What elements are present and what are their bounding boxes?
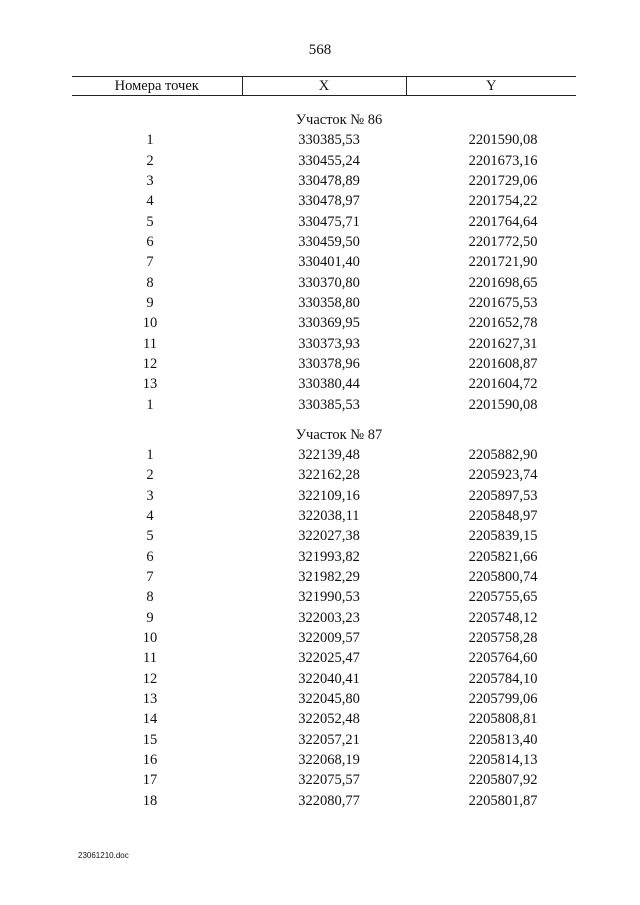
- x-coordinate-cell: 330378,96: [298, 355, 360, 372]
- x-coordinate-cell: 330369,95: [298, 315, 360, 332]
- point-number-cell: 11: [143, 650, 157, 667]
- x-coordinate-cell: 322057,21: [298, 731, 360, 748]
- header-x: X: [242, 77, 406, 96]
- x-coordinate-cell: 330370,80: [298, 274, 360, 291]
- y-coordinate-cell: 2205801,87: [468, 792, 538, 809]
- x-coordinate-cell: 322038,11: [298, 508, 360, 525]
- point-number-cell: 7: [146, 569, 154, 586]
- table-row: [72, 628, 576, 648]
- point-number-cell: 1: [146, 446, 154, 463]
- y-coordinate-cell: 2205813,40: [468, 731, 538, 748]
- table-row: [72, 567, 576, 587]
- table-row: [72, 252, 576, 272]
- y-coordinate-cell: 2201764,64: [468, 213, 538, 230]
- y-coordinate-cell: 2205758,28: [468, 630, 538, 647]
- point-number-cell: 17: [142, 772, 158, 789]
- table-row: [72, 272, 576, 292]
- x-coordinate-cell: 330478,89: [298, 172, 360, 189]
- point-number-cell: 4: [146, 508, 154, 525]
- point-number-cell: 7: [146, 254, 154, 271]
- point-number-cell: 8: [146, 274, 154, 291]
- y-coordinate-cell: 2205882,90: [468, 446, 538, 463]
- y-coordinate-cell: 2201754,22: [468, 193, 538, 210]
- y-coordinate-cell: 2201721,90: [468, 254, 538, 271]
- point-number-cell: 8: [146, 589, 154, 606]
- point-number-cell: 16: [142, 752, 158, 769]
- point-number-cell: 11: [143, 335, 157, 352]
- point-number-cell: 13: [142, 376, 158, 393]
- y-coordinate-cell: 2205755,65: [468, 589, 538, 606]
- y-coordinate-cell: 2201627,31: [468, 335, 538, 352]
- table-row: [72, 354, 576, 374]
- table-body: [72, 96, 576, 812]
- table-row: [72, 669, 576, 689]
- table-row: [72, 770, 576, 790]
- y-coordinate-cell: 2201772,50: [468, 233, 538, 250]
- y-coordinate-cell: 2201604,72: [468, 376, 538, 393]
- x-coordinate-cell: 330401,40: [298, 254, 360, 271]
- x-coordinate-cell: 322045,80: [298, 691, 360, 708]
- x-coordinate-cell: 322003,23: [298, 609, 360, 626]
- x-coordinate-cell: 330475,71: [298, 213, 360, 230]
- table-row: [72, 526, 576, 546]
- coordinates-table: [72, 76, 576, 811]
- x-coordinate-cell: 330373,93: [298, 335, 360, 352]
- section-title: Участок № 86: [295, 112, 383, 128]
- y-coordinate-cell: 2205800,74: [468, 569, 538, 586]
- y-coordinate-cell: 2205821,66: [468, 548, 538, 565]
- y-coordinate-cell: 2205807,92: [468, 772, 538, 789]
- header-y: Y: [406, 77, 576, 96]
- table-row: [72, 232, 576, 252]
- x-coordinate-cell: 330478,97: [298, 193, 360, 210]
- point-number-cell: 13: [142, 691, 158, 708]
- table-row: [72, 750, 576, 770]
- point-number-cell: 5: [146, 528, 154, 545]
- table-row: [72, 506, 576, 526]
- point-number-cell: 5: [146, 213, 154, 230]
- section-row: [72, 415, 576, 445]
- table-row: [72, 211, 576, 231]
- table-row: [72, 587, 576, 607]
- y-coordinate-cell: 2205784,10: [468, 670, 538, 687]
- table-row: [72, 730, 576, 750]
- table-row: [72, 293, 576, 313]
- y-coordinate-cell: 2205808,81: [468, 711, 538, 728]
- table-row: [72, 648, 576, 668]
- y-coordinate-cell: 2201590,08: [468, 132, 538, 149]
- table-row: [72, 709, 576, 729]
- y-coordinate-cell: 2201590,08: [468, 396, 538, 413]
- table-header: [72, 77, 576, 96]
- x-coordinate-cell: 322040,41: [298, 670, 360, 687]
- table-row: [72, 445, 576, 465]
- y-coordinate-cell: 2205799,06: [468, 691, 538, 708]
- table-row: [72, 171, 576, 191]
- y-coordinate-cell: 2205748,12: [468, 609, 538, 626]
- point-number-cell: 10: [142, 630, 158, 647]
- table-row: [72, 465, 576, 485]
- table-row: [72, 608, 576, 628]
- section-row: [72, 96, 576, 131]
- point-number-cell: 12: [142, 355, 158, 372]
- y-coordinate-cell: 2205923,74: [468, 467, 538, 484]
- x-coordinate-cell: 322027,38: [298, 528, 360, 545]
- y-coordinate-cell: 2201675,53: [468, 294, 538, 311]
- page-number: 568: [308, 42, 332, 58]
- x-coordinate-cell: 322052,48: [298, 711, 360, 728]
- y-coordinate-cell: 2201652,78: [468, 315, 538, 332]
- table-row: [72, 313, 576, 333]
- y-coordinate-cell: 2205848,97: [468, 508, 538, 525]
- point-number-cell: 10: [142, 315, 158, 332]
- x-coordinate-cell: 330380,44: [298, 376, 360, 393]
- x-coordinate-cell: 322009,57: [298, 630, 360, 647]
- x-coordinate-cell: 321982,29: [298, 569, 360, 586]
- x-coordinate-cell: 330385,53: [298, 132, 360, 149]
- x-coordinate-cell: 322075,57: [298, 772, 360, 789]
- table-row: [72, 486, 576, 506]
- point-number-cell: 3: [146, 172, 154, 189]
- point-number-cell: 18: [142, 792, 158, 809]
- table-row: [72, 394, 576, 414]
- table-row: [72, 791, 576, 811]
- point-number-cell: 2: [146, 467, 154, 484]
- point-number-cell: 14: [142, 711, 158, 728]
- section-title: Участок № 87: [295, 426, 383, 443]
- x-coordinate-cell: 322068,19: [298, 752, 360, 769]
- document-file-code: 23061210.doc: [78, 851, 129, 860]
- point-number-cell: 6: [146, 548, 154, 565]
- y-coordinate-cell: 2201673,16: [468, 152, 538, 169]
- y-coordinate-cell: 2201729,06: [468, 172, 538, 189]
- y-coordinate-cell: 2205839,15: [468, 528, 538, 545]
- point-number-cell: 4: [146, 193, 154, 210]
- x-coordinate-cell: 321990,53: [298, 589, 360, 606]
- x-coordinate-cell: 322162,28: [298, 467, 360, 484]
- x-coordinate-cell: 322139,48: [298, 446, 360, 463]
- y-coordinate-cell: 2205897,53: [468, 487, 538, 504]
- table-row: [72, 374, 576, 394]
- y-coordinate-cell: 2201698,65: [468, 274, 538, 291]
- y-coordinate-cell: 2205764,60: [468, 650, 538, 667]
- point-number-cell: 1: [146, 132, 154, 149]
- x-coordinate-cell: 322025,47: [298, 650, 360, 667]
- x-coordinate-cell: 322080,77: [298, 792, 360, 809]
- point-number-cell: 15: [142, 731, 158, 748]
- x-coordinate-cell: 330459,50: [298, 233, 360, 250]
- table-row: [72, 130, 576, 150]
- point-number-cell: 9: [146, 294, 154, 311]
- table-row: [72, 150, 576, 170]
- y-coordinate-cell: 2205814,13: [468, 752, 538, 769]
- x-coordinate-cell: 330358,80: [298, 294, 360, 311]
- point-number-cell: 3: [146, 487, 154, 504]
- x-coordinate-cell: 330385,53: [298, 396, 360, 413]
- table-row: [72, 191, 576, 211]
- x-coordinate-cell: 330455,24: [298, 152, 360, 169]
- table-row: [72, 333, 576, 353]
- x-coordinate-cell: 321993,82: [298, 548, 360, 565]
- point-number-cell: 1: [146, 396, 154, 413]
- header-point-numbers: Номера точек: [72, 77, 242, 96]
- table-row: [72, 547, 576, 567]
- y-coordinate-cell: 2201608,87: [468, 355, 538, 372]
- point-number-cell: 9: [146, 609, 154, 626]
- x-coordinate-cell: 322109,16: [298, 487, 360, 504]
- table-row: [72, 689, 576, 709]
- point-number-cell: 6: [146, 233, 154, 250]
- point-number-cell: 12: [142, 670, 158, 687]
- point-number-cell: 2: [146, 152, 154, 169]
